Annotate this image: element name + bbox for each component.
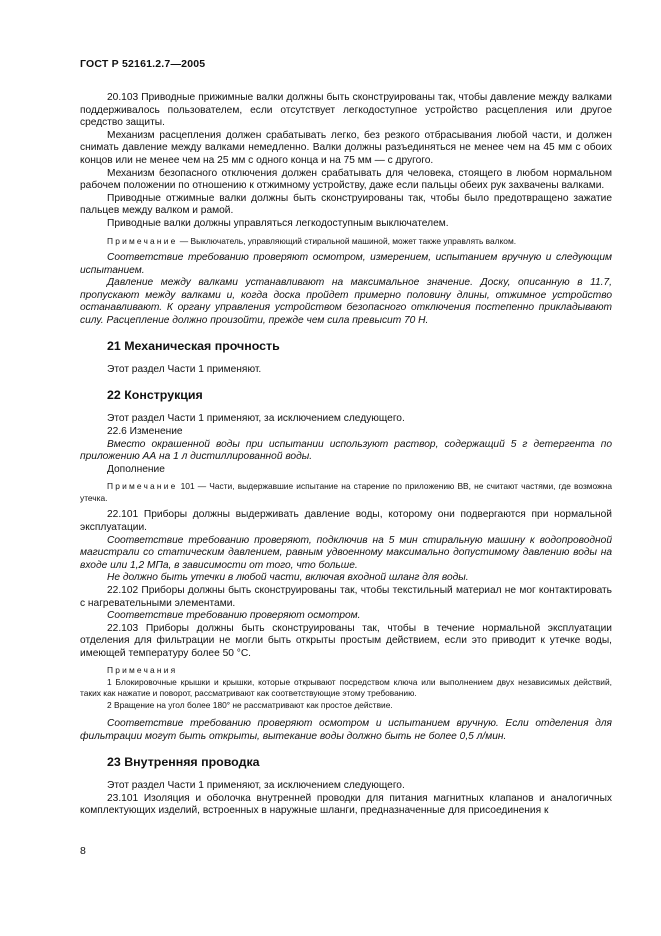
page-number: 8 [80, 845, 86, 857]
clause-22-101: 22.101 Приборы должны выдерживать давление воды, которому они подвергаются при нормальной эксплуатации. [80, 509, 612, 533]
notes-label: Примечания [107, 665, 178, 676]
section-22-heading: 22 Конструкция [107, 387, 203, 402]
compliance-test-20-a: Соответствие требованию проверяют осмотром, измерением, испытанием вручную и следующим испытанием. [80, 252, 612, 276]
note-101 [80, 481, 612, 504]
clause-20-103: 20.103 Приводные прижимные валки должны быть сконструированы так, чтобы давление между валками поддерживалось пользователем, если отсутствует легкодоступное устройство расцепления или другое средство защиты. [80, 92, 612, 129]
clause-23-101: 23.101 Изоляция и оболочка внутренней проводки для питания магнитных клапанов и аналогичных комплектующих изделий, встроенных в наружные шланги, предназначенные для присоединения к [80, 792, 612, 817]
section-21-text: Этот раздел Части 1 применяют. [107, 364, 262, 376]
section-21-heading: 21 Механическая прочность [107, 338, 280, 353]
page-content [80, 92, 612, 818]
safety-switch-text: Механизм безопасного отключения должен срабатывать для человека, стоящего в любом нормальном рабочем положении по отношению к отжимному устройству, даже если пальцы обеих рук захвачены валками. [80, 167, 612, 192]
clause-22-103: 22.103 Приборы должны быть сконструированы так, чтобы в течение нормальной эксплуатации отделения для фильтрации не могли быть открыты простым действием, если это приводит к утечке воды, имеющей температуру более 50 °С. [80, 622, 612, 659]
section-22-text: Этот раздел Части 1 применяют, за исключением следующего. [107, 413, 405, 425]
release-mechanism-text: Механизм расцепления должен срабатывать легко, без резкого отбрасывания любой части, и должен снимать давление между валками немедленно. Валки должны разъединяться не менее чем на 45 мм с обоих концов или не менее чем на 25 мм с одного конца и на 75 мм — с другого. [80, 129, 612, 166]
compliance-test-22-102: Соответствие требованию проверяют осмотром. [107, 610, 361, 622]
clause-22-102: 22.102 Приборы должны быть сконструированы так, чтобы текстильный материал не мог контактировать с нагревательными элементами. [80, 584, 612, 609]
note-101-text: 101 — Части, выдержавшие испытание на старение по приложению ВВ, не считают частями, где возможна утечка. [80, 481, 612, 503]
compliance-test-22-103: Соответствие требованию проверяют осмотром и испытанием вручную. Если отделения для фильтрации могут быть открыты, вытекание воды должно быть не более 0,5 л/мин. [80, 718, 612, 743]
switch-control-text: Приводные валки должны управляться легкодоступным выключателем. [107, 217, 449, 229]
addition-label: Дополнение [107, 463, 165, 475]
note-label: Примечание [107, 235, 178, 246]
note-1: 1 Блокировочные крышки и крышки, которые открывают посредством ключа или выполнением двух независимых действий, таких как нажатие и поворот, рассматривают как соответствующие этому требованию. [80, 676, 612, 699]
note-text: — Выключатель, управляющий стиральной машиной, может также управлять валком. [177, 235, 517, 246]
compliance-test-22-101: Соответствие требованию проверяют, подключив на 5 мин стиральную машину к водопроводной магистрали со статическим давлением, равным удвоенному максимально допустимому давлению воды на входе или 1,2 МПа, в зависимости от того, что больше. [80, 534, 612, 571]
section-23-heading: 23 Внутренняя проводка [107, 754, 260, 769]
section-23-text: Этот раздел Части 1 применяют, за исключением следующего. [107, 780, 405, 792]
note-20 [80, 236, 612, 248]
compliance-test-20-b: Давление между валками устанавливают на максимальное значение. Доску, описанную в 11.7, пропускают между валками и, когда доска пройдет примерно половину длины, отжимное устройство останавливают. К органу управления устройством безопасного отключения постепенно прикладывают силу. Расцепление должно произойти, прежде чем сила превысит 70 Н. [80, 277, 612, 326]
leak-requirement: Не должно быть утечки в любой части, включая входной шланг для воды. [107, 572, 469, 584]
note-2: 2 Вращение на угол более 180° не рассматривают как простое действие. [107, 699, 393, 710]
document-code-header: ГОСТ Р 52161.2.7—2005 [80, 58, 206, 70]
note-101-label: Примечание [107, 481, 178, 492]
clause-22-6-text: Вместо окрашенной воды при испытании используют раствор, содержащий 5 г детергента по приложению АА на 1 л дистиллированной воды. [80, 438, 612, 463]
clause-22-6-label: 22.6 Изменение [107, 425, 183, 437]
finger-protection-text: Приводные отжимные валки должны быть сконструированы так, чтобы было предотвращено зажатие пальцев между валком и рамой. [80, 192, 612, 217]
